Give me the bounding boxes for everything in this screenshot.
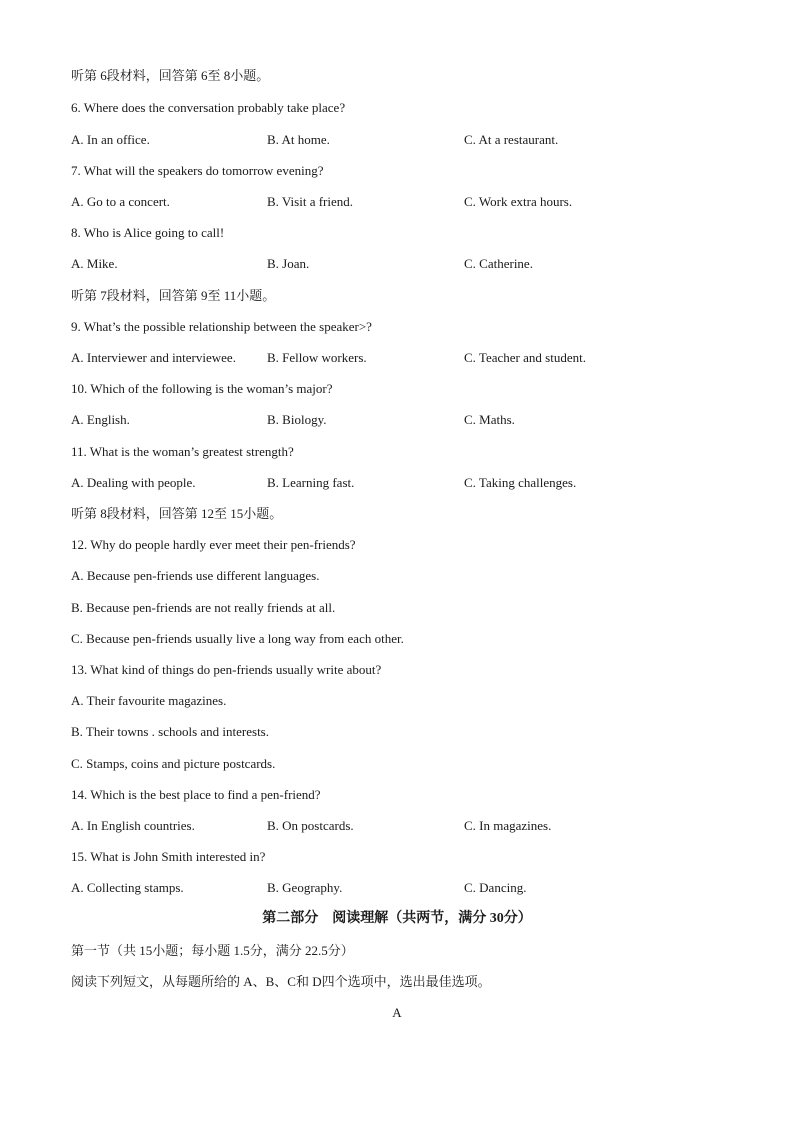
q8-option-c: C. Catherine. — [464, 256, 533, 271]
section-7-intro: 听第 6段材料，回答第 6至 8小题。 — [71, 68, 270, 83]
q14-option-b: B. On postcards. — [267, 818, 354, 833]
q8-option-a: A. Mike. — [71, 256, 118, 271]
passage-label: A — [392, 1005, 402, 1020]
question-10: 10. Which of the following is the woman’s major? — [71, 381, 333, 396]
q11-option-b: B. Learning fast. — [267, 475, 355, 490]
q15-option-c: C. Dancing. — [464, 880, 527, 895]
q11-option-c: C. Taking challenges. — [464, 475, 577, 490]
q12-option-c: C. Because pen-friends usually live a long way from each other. — [71, 631, 404, 646]
q12-option-b: B. Because pen-friends are not really friends at all. — [71, 600, 336, 615]
q6-option-b: B. At home. — [267, 132, 330, 147]
q9-option-a: A. Interviewer and interviewee. — [71, 350, 236, 365]
section-9-intro: 听第 8段材料，回答第 12至 15小题。 — [71, 506, 283, 521]
q10-option-c: C. Maths. — [464, 412, 515, 427]
q13-option-a: A. Their favourite magazines. — [71, 693, 227, 708]
q10-option-a: A. English. — [71, 412, 130, 427]
section-8-intro: 听第 7段材料，回答第 9至 11小题。 — [71, 288, 276, 303]
q12-option-a: A. Because pen-friends use different languages. — [71, 568, 320, 583]
question-11: 11. What is the woman’s greatest strength? — [71, 444, 294, 459]
question-6: 6. Where does the conversation probably take place? — [71, 100, 346, 115]
q7-option-c: C. Work extra hours. — [464, 194, 573, 209]
question-15: 15. What is John Smith interested in? — [71, 849, 266, 864]
q6-option-a: A. In an office. — [71, 132, 150, 147]
q7-option-a: A. Go to a concert. — [71, 194, 170, 209]
q14-option-c: C. In magazines. — [464, 818, 552, 833]
question-12: 12. Why do people hardly ever meet their pen-friends? — [71, 537, 356, 552]
q14-option-a: A. In English countries. — [71, 818, 195, 833]
section-1-note: 第一节（共 15小题；每小题 1.5分，满分 22.5分） — [71, 943, 354, 958]
q6-option-c: C. At a restaurant. — [464, 132, 559, 147]
q13-option-c: C. Stamps, coins and picture postcards. — [71, 756, 276, 771]
q9-option-c: C. Teacher and student. — [464, 350, 586, 365]
q9-option-b: B. Fellow workers. — [267, 350, 367, 365]
question-14: 14. Which is the best place to find a pen-friend? — [71, 787, 321, 802]
question-7: 7. What will the speakers do tomorrow evening? — [71, 163, 324, 178]
question-9: 9. What’s the possible relationship between the speaker>? — [71, 319, 372, 334]
q13-option-b: B. Their towns . schools and interests. — [71, 724, 269, 739]
q15-option-b: B. Geography. — [267, 880, 343, 895]
q11-option-a: A. Dealing with people. — [71, 475, 196, 490]
q7-option-b: B. Visit a friend. — [267, 194, 353, 209]
question-8: 8. Who is Alice going to call! — [71, 225, 225, 240]
q10-option-b: B. Biology. — [267, 412, 327, 427]
question-13: 13. What kind of things do pen-friends usually write about? — [71, 662, 382, 677]
part-2-title: 第二部分 阅读理解（共两节，满分 30分） — [262, 911, 532, 926]
q8-option-b: B. Joan. — [267, 256, 310, 271]
reading-instruction: 阅读下列短文，从每题所给的 A、B、C和 D四个选项中，选出最佳选项。 — [71, 974, 491, 989]
q15-option-a: A. Collecting stamps. — [71, 880, 184, 895]
